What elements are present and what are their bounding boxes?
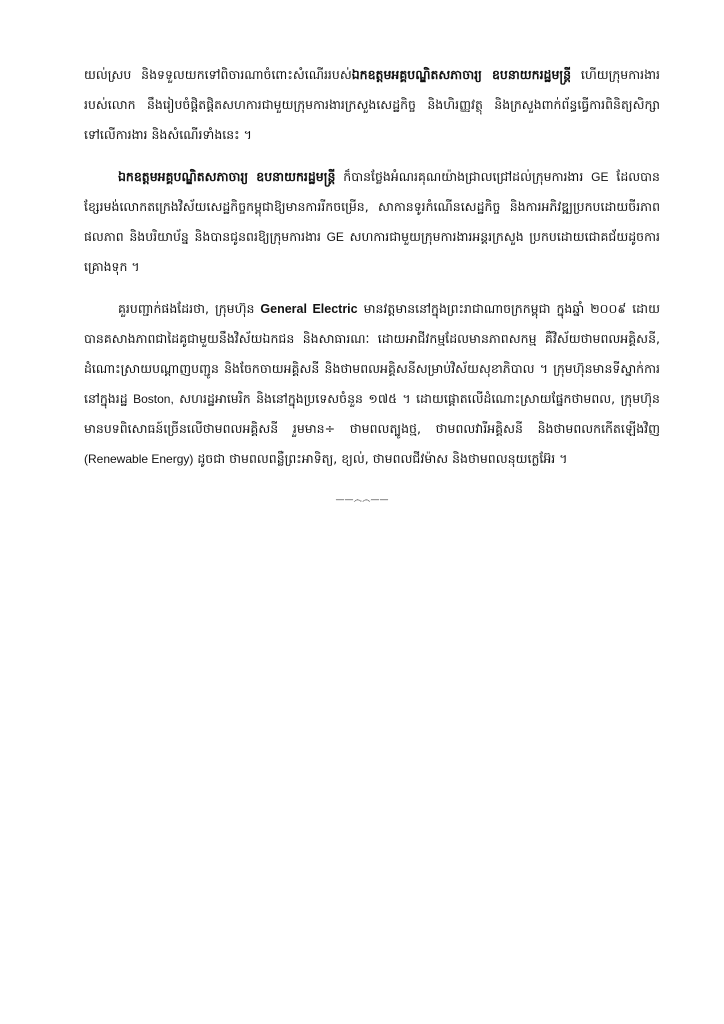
section-divider: ——෴෴—— [335, 495, 389, 505]
paragraph-3-text-4: ដូចជា ថាមពលពន្លឺព្រះអាទិត្យ, ខ្យល់, ថាមពលជីវម៉ាស និងថាមពលនុយក្លេអ៊ែរ ។ [193, 451, 568, 466]
paragraph-2-text-2: ដែលបានខ្សែរមង់លោកតក្រេងវិស័យសេដ្ឋកិច្ចកម្ពុជាឱ្យមានការរីកចម្រើន, សាកានទូរកំណើនសេដ្ឋកិច្ច និងការអភិវឌ្ឍប្រកបដោយចីរភាព ផលភាព និងបរិយាប័ន្ន និងបានជូនពរឱ្យក្រុមការងារ [84, 169, 660, 244]
paragraph-1-text-1: យល់ស្រប និងទទួលយកទៅពិចារណាចំពោះសំណើររបស់ [84, 67, 352, 82]
paragraph-2-text-3: សហការជាមួយក្រុមការងារអន្តរក្រសួង ប្រកបដោយជោគជ័យដូចការគ្រោងទុក ។ [84, 229, 660, 274]
paragraph-2 [84, 162, 660, 282]
paragraph-2-latin-1: GE [591, 170, 609, 184]
paragraph-1 [84, 60, 660, 150]
paragraph-2-latin-2: GE [326, 230, 344, 244]
paragraph-1-text-2: ហើយក្រុមការងាររបស់លោក នឹងរៀបចំផ្តិតផ្តិតសហការជាមួយក្រុមការងារក្រសួងសេដ្ឋកិច្ច និងហិរញ្ញវត្ថុ និងក្រសួងពាក់ព័ន្ធធ្វើការពិនិត្យសិក្សាទៅលើការងារ និងសំណើរទាំងនេះ ។ [84, 67, 660, 142]
paragraph-3-text-1: គួរបញ្ជាក់ផងដែរថា, ក្រុមហ៊ុន [118, 301, 261, 316]
paragraph-3-company-name: General Electric [260, 302, 358, 316]
paragraph-2-bold-title: ឯកឧត្តមអគ្គបណ្ឌិតសភាចារ្យ ឧបនាយករដ្ឋមន្ត្រី [118, 169, 336, 184]
paragraph-3-text-2: មានវត្តមាននៅក្នុងព្រះរាជាណាចក្រកម្ពុជា ក្នុងឆ្នាំ ២០០៩ ដោយបានគសាងភាពជាដៃគូជាមួយនឹងវិស័យឯកជន និងសាធារណៈ ដោយអាជីវកម្មដែលមានភាពសកម្ម គឺវិស័យថាមពលអគ្គិសនី, ដំណោះស្រាយបណ្ដាញបញ្ជូន និងចែកចាយអគ្គិសនី និងថាមពលអគ្គិសនីសម្រាប់វិស័យសុខាភិបាល ។ ក្រុមហ៊ុនមានទីស្នាក់ការនៅក្នុងរដ្ឋ [84, 301, 660, 406]
paragraph-3-latin-1: Boston, [133, 392, 174, 406]
paragraph-2-text-1: ក៏បានថ្លែងអំណរគុណយ៉ាងជ្រាលជ្រៅដល់ក្រុមការងារ [335, 169, 592, 184]
paragraph-1-bold-title: ឯកឧត្តមអគ្គបណ្ឌិតសភាចារ្យ ឧបនាយករដ្ឋមន្ត្រី [351, 67, 572, 82]
paragraph-3 [84, 294, 660, 474]
paragraph-3-text-3: សហរដ្ឋអាមេរិក និងនៅក្នុងប្រទេសចំនួន ១៧៥ ។ ដោយផ្ដោតលើដំណោះស្រាយផ្នែកថាមពល, ក្រុមហ៊ុនមានបទពិសោធន៍ច្រើនលើថាមពលអគ្គិសនី រួមមាន÷ ថាមពលត្បូងថ្ម, ថាមពលវារីអគ្គិសនី និងថាមពលកកើតឡើងវិញ [84, 391, 660, 436]
document-body [84, 60, 660, 486]
paragraph-3-latin-2: (Renewable Energy) [84, 452, 194, 466]
